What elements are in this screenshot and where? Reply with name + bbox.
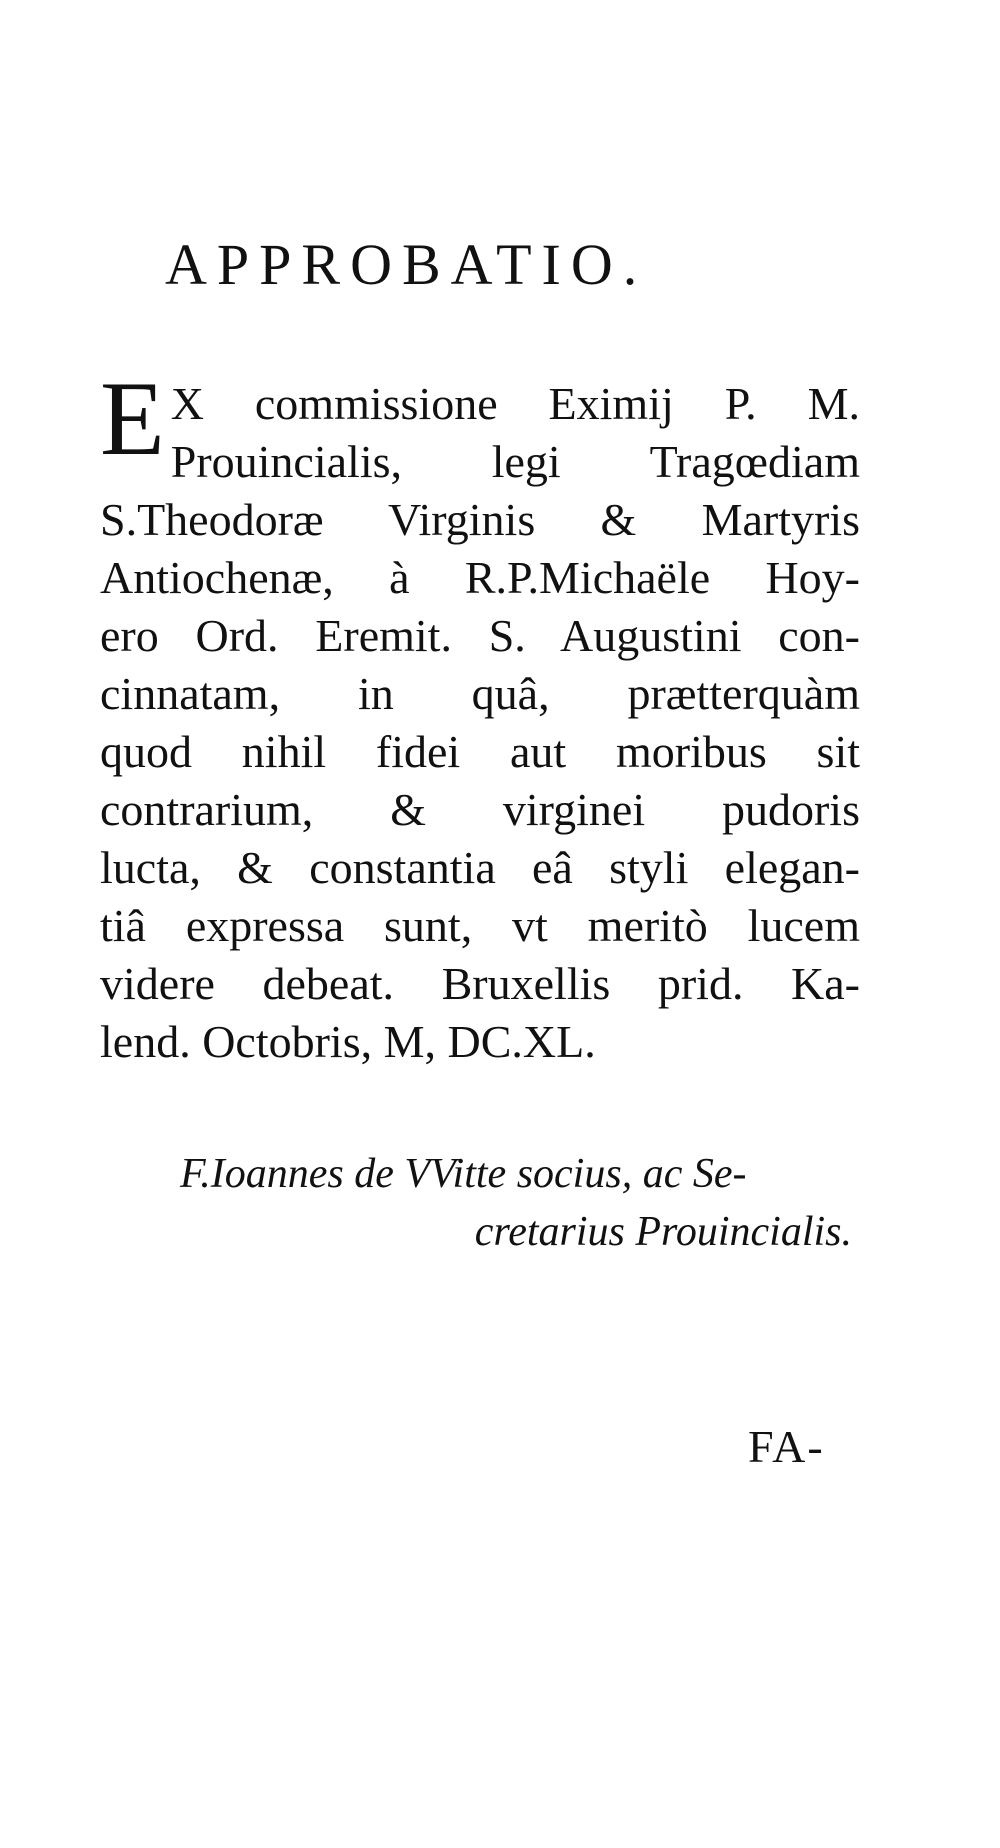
catchword: FA- [748,1421,825,1472]
text-line-4: Antiochenæ, à R.P.Michaële Hoy- [100,552,860,603]
page-title: APPROBATIO. [165,232,648,297]
signature-block [180,1145,860,1261]
opening-block [100,360,860,491]
signature-line-2: cretarius Prouincialis. [474,1209,852,1255]
drop-cap-letter: E [100,360,165,477]
text-line-5: ero Ord. Eremit. S. Augustini con- [100,610,860,661]
text-line-10: tiâ expressa sunt, vt meritò lucem [100,900,860,951]
approbation-text [100,360,860,1071]
text-line-9: lucta, & constantia eâ styli elegan- [100,842,860,893]
text-line-6: cinnatam, in quâ, prætterquàm [100,668,860,719]
text-line-7: quod nihil fidei aut moribus sit [100,726,860,777]
text-line-8: contrarium, & virginei pudoris [100,784,860,835]
text-line-3: S.Theodoræ Virginis & Martyris [100,494,860,545]
signature-line-1: F.Ioannes de VVitte socius, ac Se- [180,1151,747,1197]
text-line-1: X commissione Eximij P. M. [170,378,860,429]
text-line-11: videre debeat. Bruxellis prid. Ka- [100,958,860,1009]
text-line-12: lend. Octobris, M, DC.XL. [100,1016,596,1067]
text-line-2: Prouincialis, legi Tragœdiam [170,436,860,487]
